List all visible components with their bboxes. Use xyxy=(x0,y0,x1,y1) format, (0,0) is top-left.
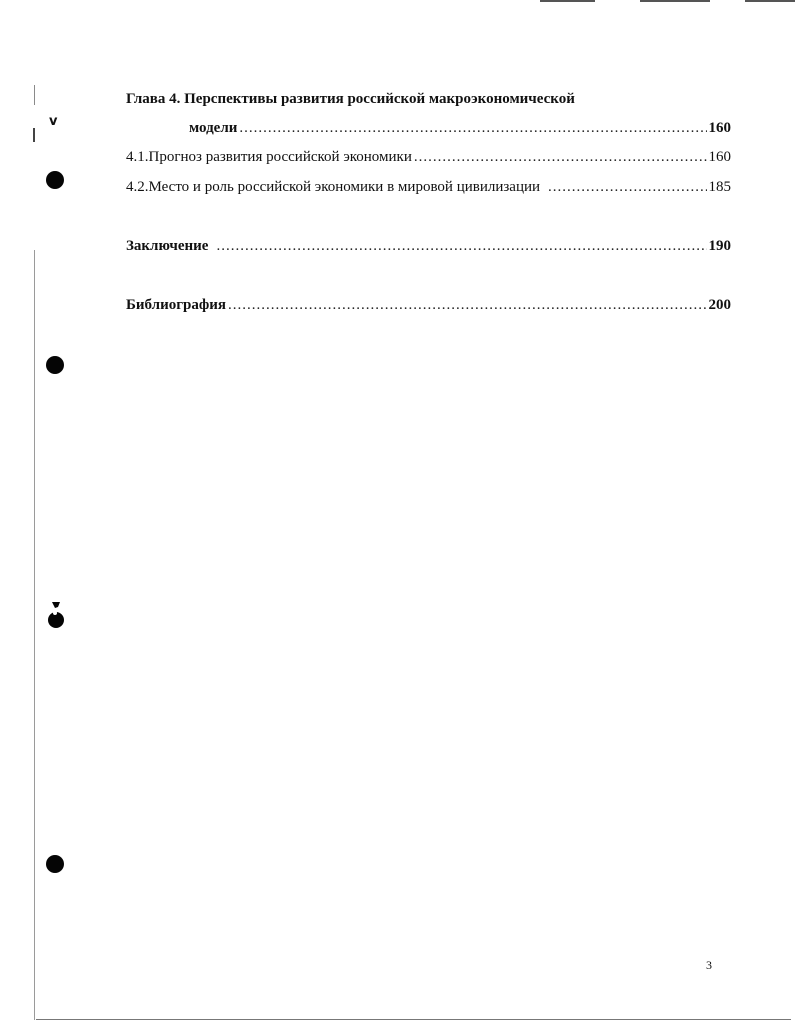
punch-hole xyxy=(46,855,64,873)
toc-entry-section-4-1 xyxy=(126,147,731,167)
punch-hole-damaged xyxy=(46,600,66,630)
toc-chapter4-title: Глава 4. Перспективы развития российской макроэкономической xyxy=(126,91,575,107)
scan-edge-line xyxy=(34,85,35,105)
toc-entry-page: 160 xyxy=(708,149,731,165)
toc-entry-title: 4.1.Прогноз развития российской экономики xyxy=(126,149,412,165)
scan-top-line xyxy=(540,0,595,2)
toc-entry-title: 4.2.Место и роль российской экономики в мировой цивилизации xyxy=(126,179,541,195)
toc-entry-conclusion xyxy=(126,236,731,256)
punch-hole xyxy=(46,171,64,189)
toc-entry-title: Библиография xyxy=(126,297,227,313)
punch-hole xyxy=(46,356,64,374)
scan-top-line xyxy=(745,0,795,2)
page-number: 3 xyxy=(706,958,712,972)
toc-leader-dots xyxy=(228,295,706,315)
toc-entry-bibliography xyxy=(126,295,731,315)
toc-entry-section-4-2 xyxy=(126,177,731,197)
scan-edge-tick xyxy=(33,128,35,142)
toc-entry-title: модели xyxy=(189,120,238,136)
toc-entry-page: 200 xyxy=(708,297,731,313)
toc-leader-dots xyxy=(414,147,707,167)
toc-entry-page: 185 xyxy=(708,179,731,195)
toc-entry-page: 190 xyxy=(708,238,731,254)
toc-entry-title: Заключение xyxy=(126,238,209,254)
toc-entry-chapter4 xyxy=(126,118,731,138)
scan-edge-line xyxy=(34,250,35,1020)
margin-check-mark: v xyxy=(49,114,58,129)
toc-leader-dots xyxy=(548,177,706,197)
scan-top-line xyxy=(640,0,710,2)
toc-leader-dots xyxy=(239,118,706,138)
scan-bottom-line xyxy=(36,1019,791,1020)
toc-entry-page: 160 xyxy=(708,120,731,136)
toc-leader-dots xyxy=(216,236,706,256)
